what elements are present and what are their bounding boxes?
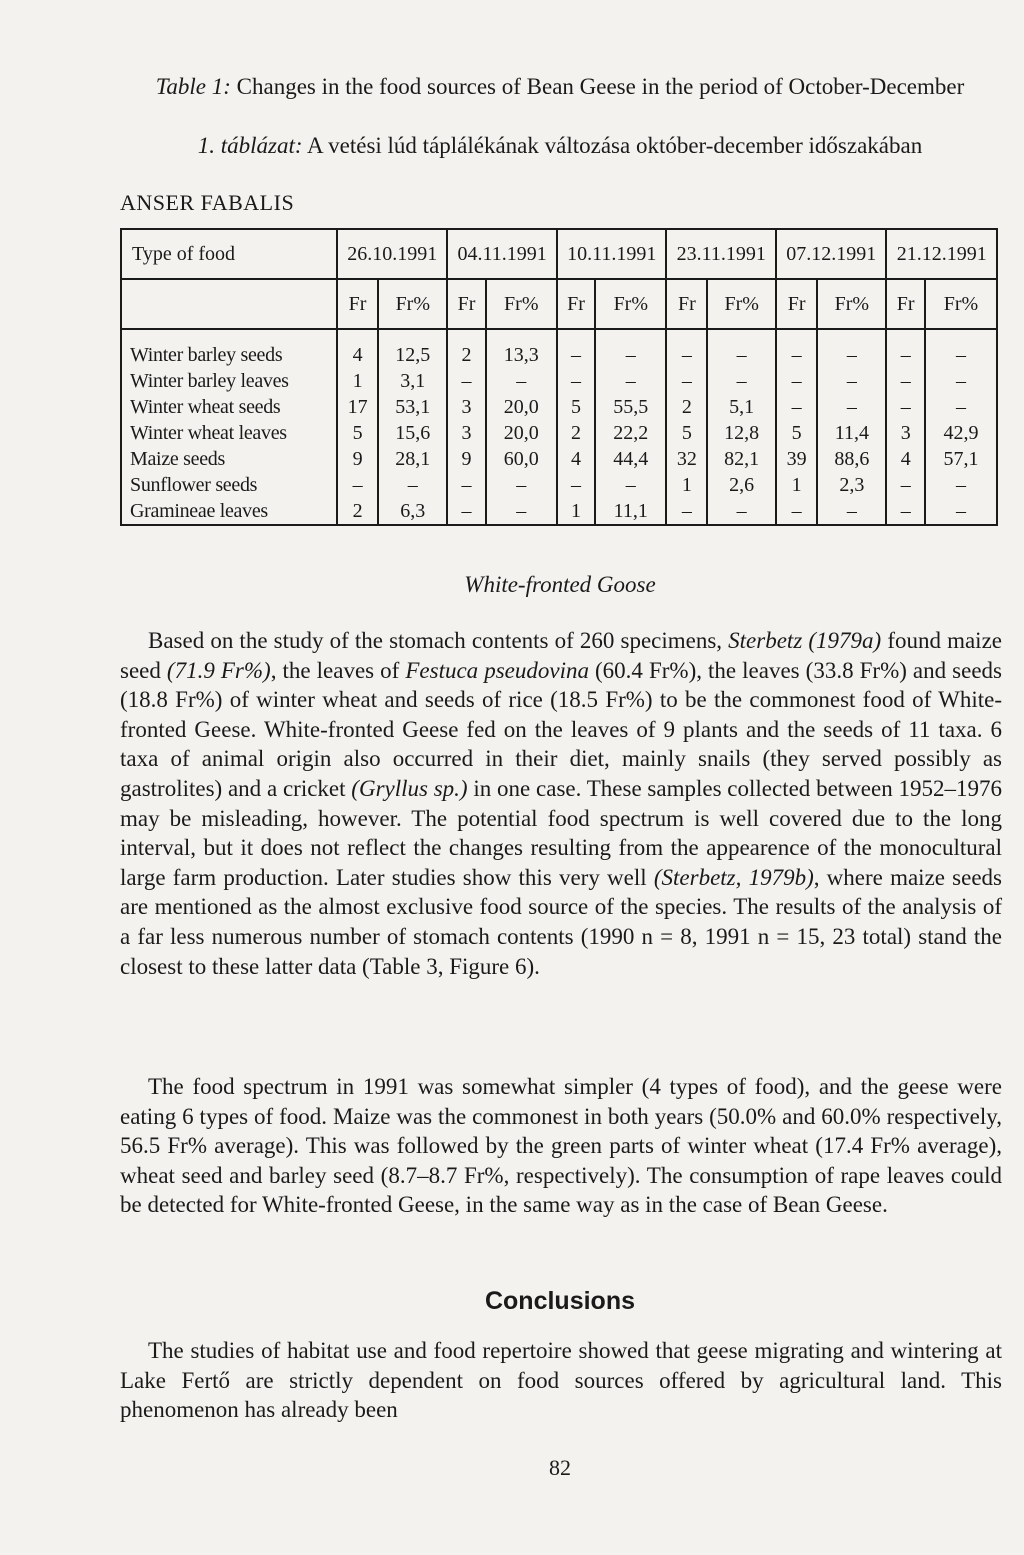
italic-text-segment: Sterbetz (1979a) bbox=[728, 628, 882, 653]
fr-cell: – bbox=[557, 368, 595, 394]
paragraph-conclusions: The studies of habitat use and food repertoire showed that geese migrating and wintering at Lake Fertő are strictly dependent on food sources offered by agricultural land. This phenomenon has already been bbox=[120, 1338, 1002, 1423]
fr-cell: 3 bbox=[447, 394, 485, 420]
fr-percent-cell: 2,3 bbox=[817, 472, 886, 498]
date-header: 07.12.1991 bbox=[776, 229, 886, 279]
fr-percent-cell: – bbox=[486, 472, 557, 498]
fr-percent-cell: 11,1 bbox=[595, 498, 666, 525]
date-header: 26.10.1991 bbox=[337, 229, 447, 279]
table-caption-hungarian bbox=[120, 131, 1000, 160]
fr-percent-cell: 5,1 bbox=[707, 394, 776, 420]
fr-percent-cell: 20,0 bbox=[486, 394, 557, 420]
fr-cell: – bbox=[776, 329, 817, 368]
fr-cell: 1 bbox=[557, 498, 595, 525]
table-row bbox=[121, 472, 997, 498]
fr-percent-header: Fr% bbox=[925, 279, 997, 329]
fr-percent-cell: – bbox=[707, 329, 776, 368]
caption-label: Table 1: bbox=[155, 74, 231, 99]
fr-percent-cell: – bbox=[817, 329, 886, 368]
fr-percent-cell: – bbox=[817, 368, 886, 394]
food-type-cell: Winter wheat seeds bbox=[121, 394, 337, 420]
empty-header-cell bbox=[121, 279, 337, 329]
fr-cell: 17 bbox=[337, 394, 378, 420]
fr-header: Fr bbox=[557, 279, 595, 329]
fr-percent-cell: 82,1 bbox=[707, 446, 776, 472]
table-row bbox=[121, 446, 997, 472]
fr-cell: – bbox=[776, 368, 817, 394]
conclusions-heading: Conclusions bbox=[484, 1287, 635, 1315]
fr-percent-cell: – bbox=[925, 394, 997, 420]
fr-percent-cell: 12,5 bbox=[378, 329, 447, 368]
food-type-cell: Sunflower seeds bbox=[121, 472, 337, 498]
fr-cell: 9 bbox=[447, 446, 485, 472]
fr-cell: 2 bbox=[337, 498, 378, 525]
fr-cell: 4 bbox=[557, 446, 595, 472]
fr-percent-cell: 55,5 bbox=[595, 394, 666, 420]
fr-percent-cell: – bbox=[925, 472, 997, 498]
fr-cell: – bbox=[447, 368, 485, 394]
fr-cell: 1 bbox=[776, 472, 817, 498]
fr-percent-cell: – bbox=[595, 329, 666, 368]
paragraph-food-spectrum: The food spectrum in 1991 was somewhat simpler (4 types of food), and the geese were eating 6 types of food. Maize was the commonest in both years (50.0% and 60.0% respectively, 56.5 Fr% average). This was followed by the green parts of winter wheat (17.4 Fr% average), wheat seed and barley seed (8.7–8.7 Fr%, respectively). The consumption of rape leaves could be detected for White-fronted Geese, in the same way as in the case of Bean Geese. bbox=[120, 1074, 1002, 1218]
fr-cell: – bbox=[666, 368, 707, 394]
fr-cell: 5 bbox=[666, 420, 707, 446]
food-table bbox=[120, 228, 998, 526]
fr-header: Fr bbox=[886, 279, 924, 329]
fr-cell: – bbox=[447, 472, 485, 498]
fr-cell: – bbox=[886, 329, 924, 368]
fr-percent-cell: 42,9 bbox=[925, 420, 997, 446]
table-date-header-row bbox=[121, 229, 997, 279]
fr-percent-cell: – bbox=[817, 498, 886, 525]
fr-percent-header: Fr% bbox=[817, 279, 886, 329]
fr-header: Fr bbox=[776, 279, 817, 329]
fr-percent-cell: 6,3 bbox=[378, 498, 447, 525]
food-type-cell: Maize seeds bbox=[121, 446, 337, 472]
food-type-cell: Winter barley leaves bbox=[121, 368, 337, 394]
fr-percent-cell: 22,2 bbox=[595, 420, 666, 446]
fr-percent-cell: – bbox=[925, 498, 997, 525]
table-row bbox=[121, 498, 997, 525]
table-row bbox=[121, 420, 997, 446]
fr-cell: 4 bbox=[337, 329, 378, 368]
fr-percent-cell: – bbox=[925, 329, 997, 368]
fr-percent-cell: – bbox=[817, 394, 886, 420]
fr-percent-cell: 88,6 bbox=[817, 446, 886, 472]
fr-cell: – bbox=[886, 394, 924, 420]
fr-cell: 4 bbox=[886, 446, 924, 472]
table-row bbox=[121, 329, 997, 368]
fr-cell: – bbox=[666, 498, 707, 525]
fr-percent-cell: 11,4 bbox=[817, 420, 886, 446]
fr-cell: – bbox=[886, 472, 924, 498]
fr-percent-header: Fr% bbox=[595, 279, 666, 329]
italic-text-segment: Festuca pseudovina bbox=[405, 657, 589, 683]
fr-cell: – bbox=[557, 472, 595, 498]
fr-percent-cell: – bbox=[378, 472, 447, 498]
species-name: ANSER FABALIS bbox=[120, 190, 295, 215]
fr-percent-cell: – bbox=[486, 368, 557, 394]
caption-text: A vetési lúd táplálékának változása október-december időszakában bbox=[307, 133, 923, 158]
fr-percent-cell: 53,1 bbox=[378, 394, 447, 420]
fr-cell: – bbox=[776, 394, 817, 420]
food-type-cell: Winter barley seeds bbox=[121, 329, 337, 368]
fr-cell: 5 bbox=[557, 394, 595, 420]
text-segment: , the leaves of bbox=[270, 657, 406, 683]
date-header: 10.11.1991 bbox=[557, 229, 667, 279]
fr-cell: – bbox=[886, 368, 924, 394]
text-segment: Based on the study of the stomach contents of 260 specimens, bbox=[148, 628, 729, 653]
caption-label: 1. táblázat: bbox=[197, 133, 303, 158]
caption-text: Changes in the food sources of Bean Geese in the period of October-December bbox=[236, 74, 965, 99]
table-row bbox=[121, 368, 997, 394]
fr-percent-cell: 28,1 bbox=[378, 446, 447, 472]
fr-percent-cell: 12,8 bbox=[707, 420, 776, 446]
table-row bbox=[121, 394, 997, 420]
fr-percent-header: Fr% bbox=[486, 279, 557, 329]
fr-percent-header: Fr% bbox=[707, 279, 776, 329]
fr-cell: – bbox=[337, 472, 378, 498]
fr-percent-cell: – bbox=[595, 368, 666, 394]
food-type-cell: Gramineae leaves bbox=[121, 498, 337, 525]
food-type-cell: Winter wheat leaves bbox=[121, 420, 337, 446]
fr-percent-cell: 15,6 bbox=[378, 420, 447, 446]
fr-percent-cell: 60,0 bbox=[486, 446, 557, 472]
fr-cell: 1 bbox=[337, 368, 378, 394]
italic-text-segment: (Sterbetz, 1979b) bbox=[653, 864, 814, 890]
fr-percent-header: Fr% bbox=[378, 279, 447, 329]
fr-cell: 2 bbox=[666, 394, 707, 420]
fr-cell: – bbox=[447, 498, 485, 525]
fr-cell: 1 bbox=[666, 472, 707, 498]
text-segment: (60.4 Fr%), the leaves (33.8 Fr%) and seeds (18.8 Fr%) of winter wheat and seeds of rice (18.5 Fr%) to be the commonest food of White-fronted Geese. White-fronted Geese fed on the leaves of 9 plants and the seeds of 11 taxa. 6 taxa of animal origin also occurred in their diet, mainly snails (they served possibly as gastrolites) and a cricket bbox=[120, 657, 1003, 801]
page-number: 82 bbox=[549, 1455, 571, 1480]
fr-cell: 39 bbox=[776, 446, 817, 472]
fr-percent-cell: – bbox=[486, 498, 557, 525]
fr-percent-cell: 20,0 bbox=[486, 420, 557, 446]
fr-percent-cell: – bbox=[595, 472, 666, 498]
italic-text-segment: (71.9 Fr%) bbox=[166, 657, 271, 683]
italic-text-segment: (Gryllus sp.) bbox=[351, 775, 468, 801]
table-caption-english bbox=[120, 72, 1000, 101]
table-sub-header-row bbox=[121, 279, 997, 329]
fr-cell: 3 bbox=[447, 420, 485, 446]
fr-cell: 32 bbox=[666, 446, 707, 472]
type-of-food-header: Type of food bbox=[121, 229, 337, 279]
fr-percent-cell: 13,3 bbox=[486, 329, 557, 368]
fr-cell: 2 bbox=[557, 420, 595, 446]
fr-header: Fr bbox=[337, 279, 378, 329]
table-body bbox=[121, 329, 997, 525]
fr-cell: 5 bbox=[776, 420, 817, 446]
fr-percent-cell: 2,6 bbox=[707, 472, 776, 498]
fr-percent-cell: – bbox=[925, 368, 997, 394]
date-header: 23.11.1991 bbox=[666, 229, 776, 279]
section-title: White-fronted Goose bbox=[464, 572, 656, 597]
fr-cell: – bbox=[557, 329, 595, 368]
fr-percent-cell: – bbox=[707, 498, 776, 525]
fr-cell: – bbox=[666, 329, 707, 368]
text-segment: , where maize seeds are mentioned as the almost exclusive food source of the species. The results of the analysis of a far less numerous number of stomach contents (1990 n = 8, 1991 n = 15, 23 total) stand the closest to these latter data (Table 3, Figure 6). bbox=[120, 864, 1003, 979]
fr-percent-cell: 44,4 bbox=[595, 446, 666, 472]
date-header: 04.11.1991 bbox=[447, 229, 557, 279]
fr-cell: – bbox=[886, 498, 924, 525]
date-header: 21.12.1991 bbox=[886, 229, 997, 279]
fr-percent-cell: – bbox=[707, 368, 776, 394]
fr-header: Fr bbox=[447, 279, 485, 329]
fr-percent-cell: 3,1 bbox=[378, 368, 447, 394]
fr-cell: – bbox=[776, 498, 817, 525]
fr-cell: 2 bbox=[447, 329, 485, 368]
text-segment: in one case. These samples collected between 1952–1976 may be misleading, however. The potential food spectrum is well covered due to the long interval, but it does not reflect the changes resulting from the appearence of the monocultural large farm production. Later studies show this very well bbox=[120, 775, 1002, 890]
fr-percent-cell: 57,1 bbox=[925, 446, 997, 472]
fr-cell: 9 bbox=[337, 446, 378, 472]
text-segment: found maize seed bbox=[120, 628, 1002, 683]
fr-header: Fr bbox=[666, 279, 707, 329]
fr-cell: 3 bbox=[886, 420, 924, 446]
paragraph-white-fronted-goose bbox=[120, 626, 1002, 981]
fr-cell: 5 bbox=[337, 420, 378, 446]
